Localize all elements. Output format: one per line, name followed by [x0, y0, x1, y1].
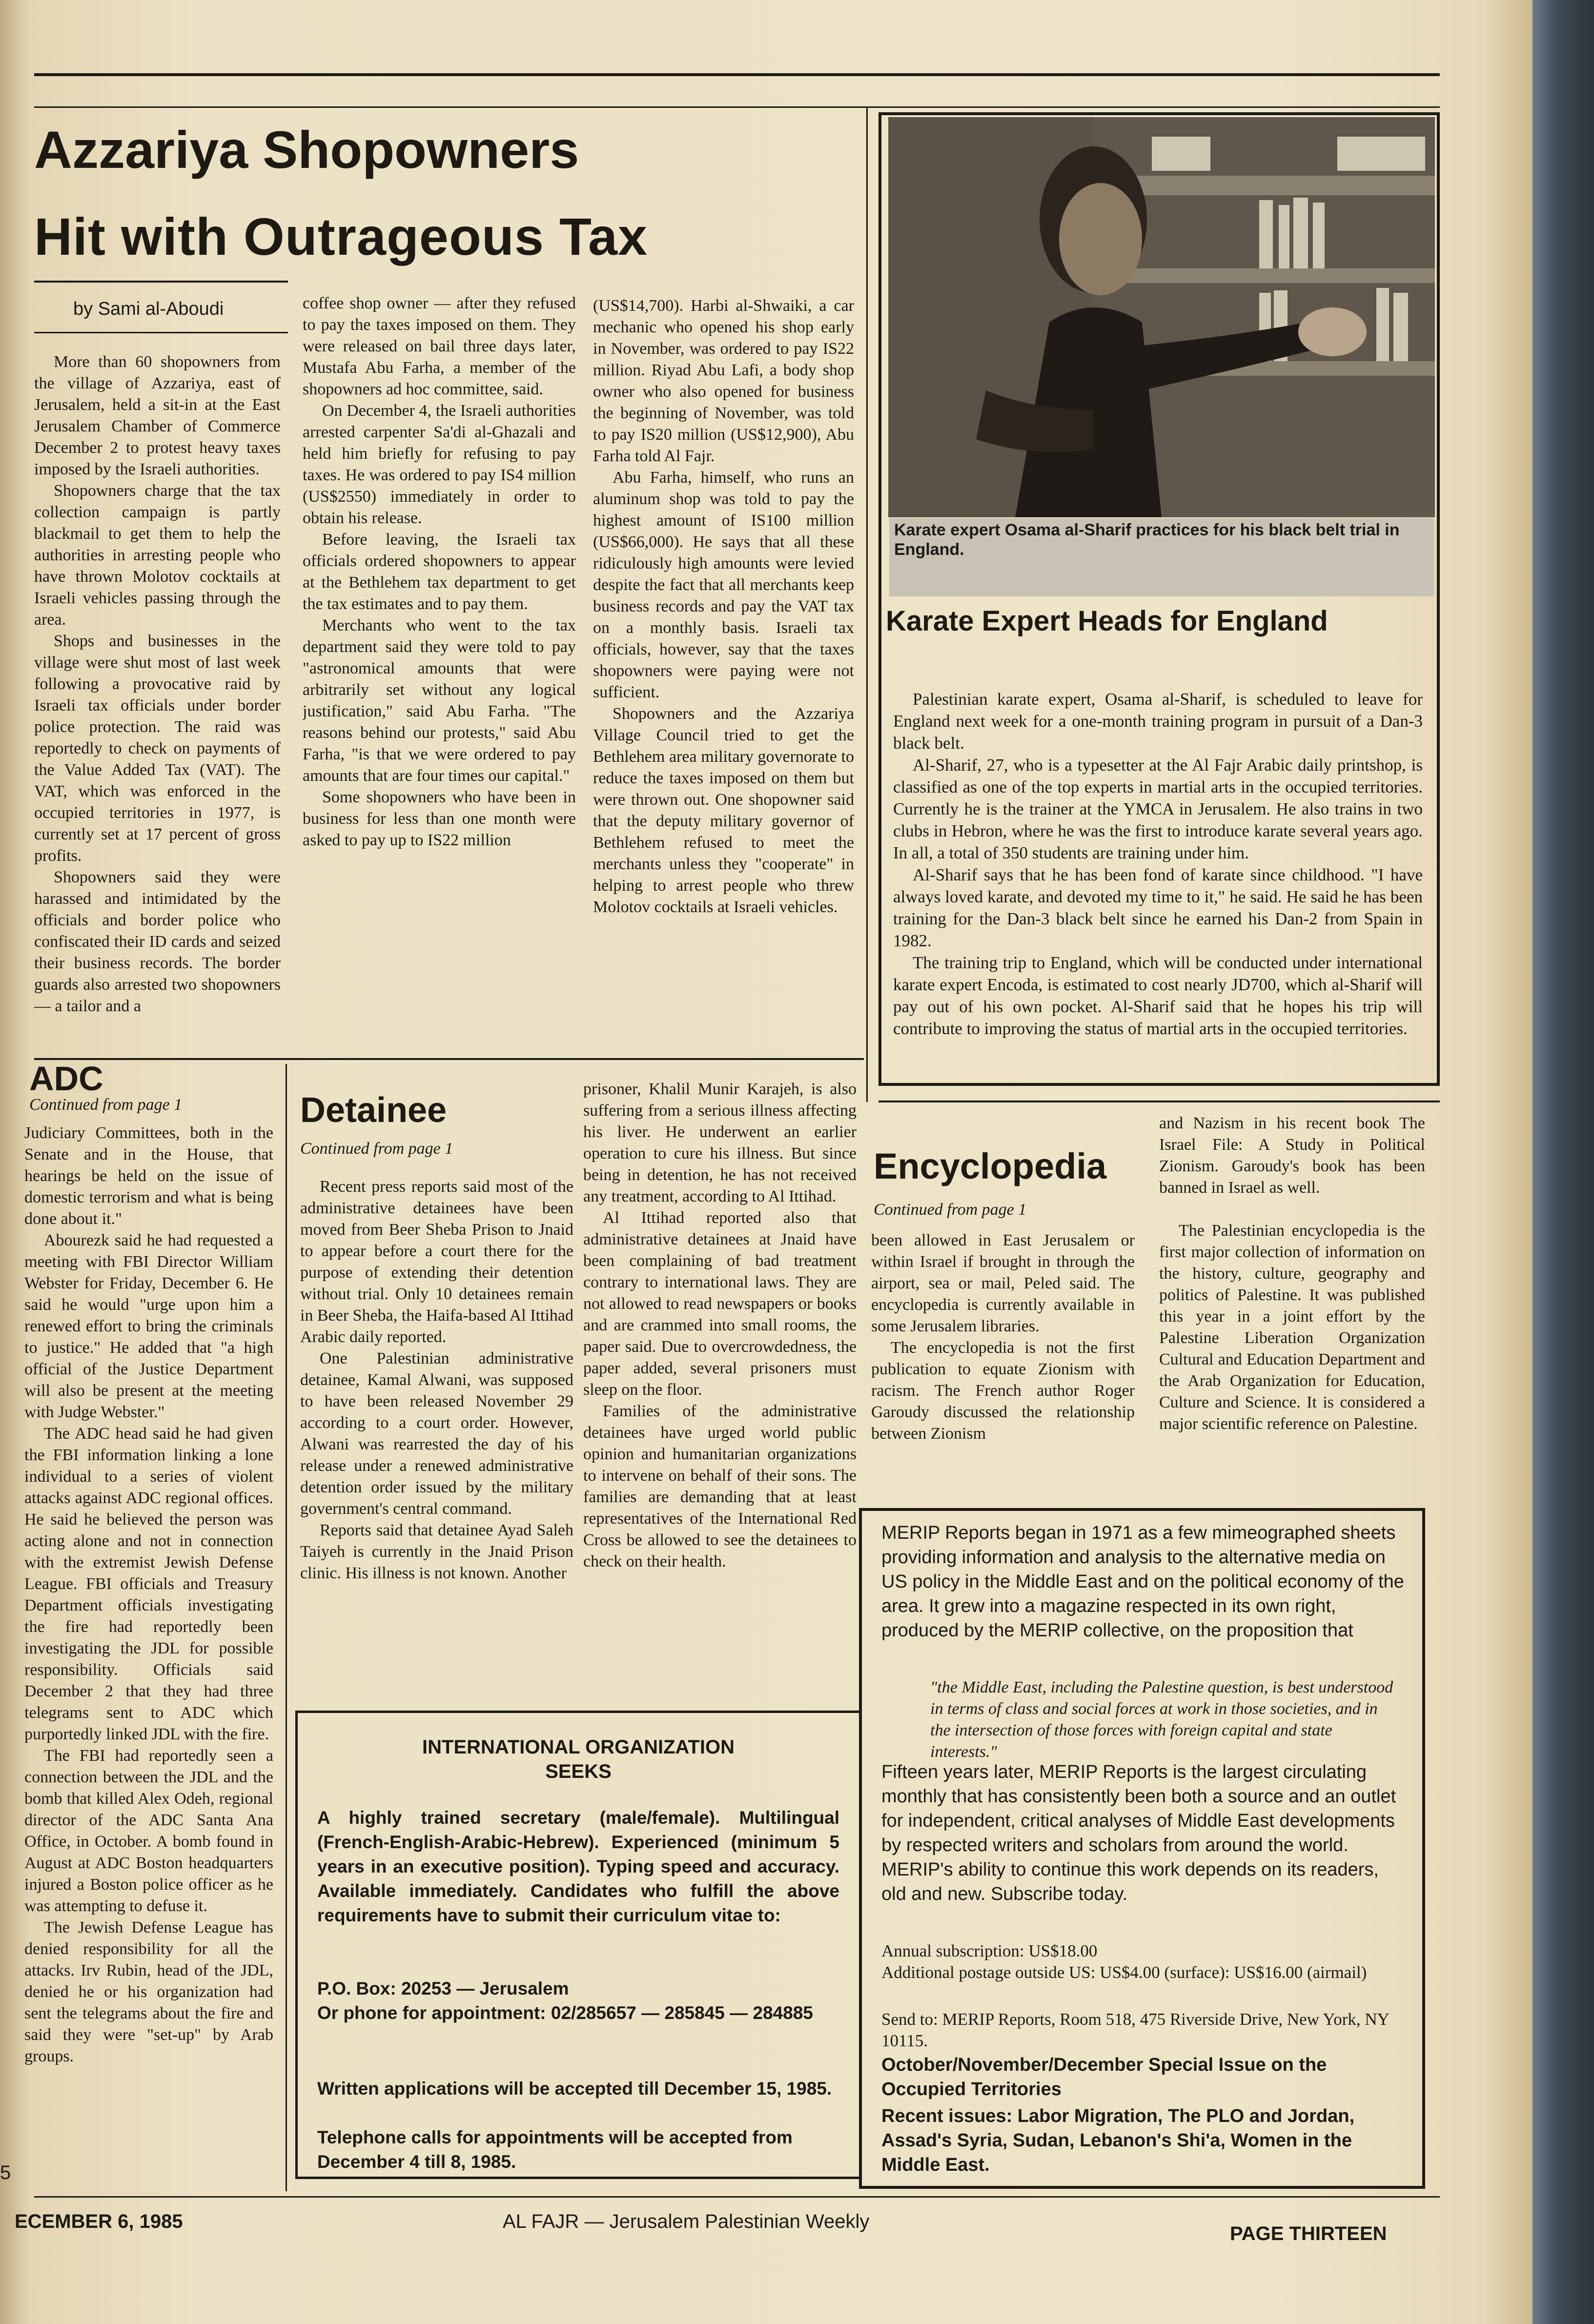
detainee-paragraph: One Palestinian administrative detainee, Kamal Alwani, was supposed to have been released November 29 according to a court order. However, Alwani was rearrested the day of his release under a renewed administrative detention order issued by the military government's central command. — [300, 1349, 573, 1518]
encyclopedia-continued: Continued from page 1 — [874, 1201, 1027, 1219]
classified-title-line2: SEEKS — [545, 1761, 612, 1782]
detainee-col2 — [583, 1079, 857, 1708]
detainee-paragraph: Families of the administrative detainees have urged world public opinion and humanitarian organizations to intervene on behalf of their sons. The families are demanding that at least representatives of the International Red Cross be allowed to see the detainees to check on their health. — [583, 1402, 857, 1570]
encyclopedia-col1 — [871, 1230, 1135, 1488]
detainee-continued: Continued from page 1 — [300, 1140, 453, 1158]
byline: by Sami al-Aboudi — [73, 299, 224, 319]
main-story-paragraph: Shopowners and the Azzariya Village Council tried to get the Bethlehem area military governorate to reduce the taxes imposed on them but were thrown out. One shopowner said that the deputy military governor of Bethlehem refused to meet the merchants unless they "cooperate" in helping to arrest people who threw Molotov cocktails at Israeli vehicles. — [593, 705, 854, 916]
adc-paragraph: Abourezk said he had requested a meeting with FBI Director William Webster for Friday, December 6. He said he would "urge upon him a renewed effort to bring the criminals to justice." He added that "a high official of the Justice Department will also be present at the meeting with Judge Webster." — [24, 1231, 273, 1421]
encyclopedia-paragraph: The Palestinian encyclopedia is the first major collection of information on the history, culture, geography and politics of Palestine. It was published this year in a joint effort by the Palestine Liberation Organization Cultural and Education Department and the Arab Organization for Education, Culture and Science. It is considered a major scientific reference on Palestine. — [1159, 1222, 1425, 1433]
column-rule — [866, 106, 868, 1102]
detainee-headline: Detainee — [300, 1091, 447, 1130]
main-story-paragraph: Merchants who went to the tax department said they were told to pay "astronomical amounts that were arbitrarily set without any logical justification," said Abu Farha. "The reasons behind our protests," said Abu Farha, "is that we were ordered to pay amounts that are four times our capital." — [303, 616, 576, 785]
merip-mid: Fifteen years later, MERIP Reports is the largest circulating monthly that has consistently been both a source and an outlet for independent, critical analyses of Middle East developments by respected writers and scholars from around the world. MERIP's ability to continue this work depends on its readers, old and new. Subscribe today. — [881, 1762, 1396, 1904]
main-story-paragraph: On December 4, the Israeli authorities arrested carpenter Sa'di al-Ghazali and held him briefly for refusing to pay taxes. He was ordered to pay IS4 million (US$2550) immediately in order to obtain his release. — [303, 402, 576, 527]
classified-ad-box — [295, 1711, 861, 2179]
main-story-paragraph: Shopowners said they were harassed and intimidated by the officials and border police who confiscated their ID cards and seized their business records. The border guards also arrested two shopowners — a tailor and a — [34, 868, 281, 1015]
footer-date: ECEMBER 6, 1985 — [15, 2211, 183, 2232]
detainee-paragraph: Al Ittihad reported also that administrative detainees at Jnaid have been complaining of bad treatment contrary to international laws. They are not allowed to read newspapers or books and are crammed into small rooms, the paper said. Due to overcrowdedness, the paper added, several prisoners must sleep on the floor. — [583, 1209, 857, 1399]
main-story-paragraph: Abu Farha, himself, who runs an aluminum shop was told to pay the highest amount of IS100 million (US$66,000). He says that all these ridiculously high amounts were levied despite the fact that all merchants keep business records and pay the VAT tax on a monthly basis. Israeli tax officials, however, say that the taxes shopowners were paying were not sufficient. — [593, 469, 854, 701]
detainee-paragraph: Reports said that detainee Ayad Saleh Taiyeh is currently in the Jnaid Prison clinic. His illness is not known. Another — [300, 1521, 573, 1582]
adc-body — [24, 1122, 273, 2191]
main-story-paragraph: Before leaving, the Israeli tax officials ordered shopowners to appear at the Bethlehem tax department to get the tax estimates and to pay them. — [303, 530, 576, 613]
merip-postage: Additional postage outside US: US$4.00 (surface): US$16.00 (airmail) — [881, 1963, 1367, 1982]
encyclopedia-col2-top: and Nazism in his recent book The Israel File: A Study in Political Zionism. Garoudy's book has been banned in Israel as well. — [1159, 1114, 1425, 1197]
margin-number: 5 — [0, 2162, 11, 2183]
classified-address: P.O. Box: 20253 — Jerusalem — [317, 1978, 569, 1998]
main-story-paragraph: Shopowners charge that the tax collection campaign is partly blackmail to get them to help the authorities in arresting people who have thrown Molotov cocktails at Israeli vehicles passing through the area. — [34, 482, 281, 629]
footer-rule — [34, 2196, 1440, 2198]
binder-edge — [1533, 0, 1594, 2324]
karate-paragraph: Al-Sharif says that he has been fond of karate since childhood. "I have always loved karate, and devoted my time to it," he said. He said he has been training for the Dan-3 black belt since he earned his Dan-2 from Spain in 1982. — [893, 865, 1423, 950]
main-story-col3 — [593, 295, 854, 1049]
merip-quote: "the Middle East, including the Palestine question, is best understood in terms of class and social forces at work in those societies, and in the intersection of those forces with foreign capital and state interests." — [930, 1678, 1393, 1761]
karate-headline: Karate Expert Heads for England — [886, 605, 1328, 637]
encyclopedia-paragraph: The encyclopedia is not the first publication to equate Zionism with racism. The French author Roger Garoudy discussed the relationship between Zionism — [871, 1339, 1135, 1443]
main-story-paragraph: Some shopowners who have been in business for less than one month were asked to pay up to IS22 million — [303, 788, 576, 849]
main-story-paragraph: coffee shop owner — after they refused to pay the taxes imposed on them. They were released on bail three days later, Mustafa Abu Farha, a member of the shopowners ad hoc committee, said. — [303, 294, 576, 398]
top-rule — [34, 73, 1440, 76]
classified-title-line1: INTERNATIONAL ORGANIZATION — [422, 1736, 735, 1758]
merip-annual: Annual subscription: US$18.00 — [881, 1941, 1098, 1960]
footer-page: PAGE THIRTEEN — [1230, 2223, 1387, 2244]
encyclopedia-col2 — [1159, 1220, 1425, 1488]
adc-paragraph: The ADC head said he had given the FBI information linking a lone individual to a series of violent attacks against ADC regional offices. He said he believed the person was acting alone and not in connection with the extremist Jewish Defense League. FBI officials and Treasury Department officials investigating the fire had reportedly been investigating the JDL for possible responsibility. Officials said December 2 that they had three telegrams sent to ADC which purportedly linked JDL with the fire. — [24, 1425, 273, 1743]
main-story-paragraph: (US$14,700). Harbi al-Shwaiki, a car mechanic who opened his shop early in November, was ordered to pay IS22 million. Riyad Abu Lafi, a body shop owner who also opened for business the beginning of November, was told to pay IS20 million (US$12,900), Abu Farha told Al Fajr. — [593, 297, 854, 465]
adc-headline: ADC — [29, 1060, 103, 1098]
adc-paragraph: The FBI had reportedly seen a connection between the JDL and the bomb that killed Alex Odeh, regional director of the ADC Santa Ana Office, in October. A bomb found in August at ADC Boston headquarters injured a Boston police officer as he was attempting to defuse it. — [24, 1747, 273, 1915]
byline-rule — [34, 281, 288, 283]
encyclopedia-paragraph: been allowed in East Jerusalem or within Israel if brought in through the airport, sea or mail, Peled said. The encyclopedia is currently available in some Jerusalem libraries. — [871, 1231, 1135, 1335]
main-story-col1 — [34, 351, 281, 1044]
main-story-col2 — [303, 293, 576, 1044]
footer-paper: AL FAJR — Jerusalem Palestinian Weekly — [503, 2211, 870, 2232]
karate-paragraph: Al-Sharif, 27, who is a typesetter at the Al Fajr Arabic daily printshop, is classified as one of the top experts in martial arts in the occupied territories. Currently he is the trainer at the YMCA in Jerusalem. He also trains in two clubs in Hebron, where he was the first to introduce karate several years ago. In all, a total of 350 students are training under him. — [893, 755, 1423, 862]
merip-recent: Recent issues: Labor Migration, The PLO and Jordan, Assad's Syria, Sudan, Lebanon's Shi'a, Women in the Middle East. — [881, 2106, 1355, 2175]
merip-special: October/November/December Special Issue on the Occupied Territories — [881, 2055, 1327, 2100]
detainee-paragraph: Recent press reports said most of the administrative detainees have been moved from Beer Sheba Prison to Jnaid to appear before a court there for the purpose of extending their detention without trial. Only 10 detainees remain in Beer Sheba, the Haifa-based Al Ittihad Arabic daily reported. — [300, 1178, 573, 1346]
mid-rule-right — [879, 1101, 1440, 1102]
detainee-col1 — [300, 1176, 573, 1701]
classified-deadline: Written applications will be accepted till December 15, 1985. — [317, 2079, 832, 2099]
encyclopedia-headline: Encyclopedia — [874, 1146, 1107, 1186]
main-headline-line1: Azzariya Shopowners — [34, 120, 579, 179]
karate-box-border — [879, 112, 1440, 1086]
main-story-paragraph: Shops and businesses in the village were shut most of last week following a provocative raid by Israeli tax officials under border police protection. The raid was reportedly to check on payments of the Value Added Tax (VAT). The VAT, which was enforced in the occupied territories in 1977, is currently set at 17 percent of gross profits. — [34, 632, 281, 865]
detainee-paragraph: prisoner, Khalil Munir Karajeh, is also suffering from a serious illness affecting his liver. He underwent an earlier operation to cure his illness. But since being in detention, he has not received any treatment, according to Al Ittihad. — [583, 1080, 857, 1205]
karate-paragraph: The training trip to England, which will be conducted under international karate expert Encoda, is estimated to cost nearly JD700, which al-Sharif will pay out of his own pocket. Al-Sharif said that he hopes his trip will contribute to improving the status of martial arts in the occupied territories. — [893, 953, 1423, 1038]
classified-body: A highly trained secretary (male/female). Multilingual (French-English-Arabic-Hebrew). Experienced (minimum 5 years in an executive position). Typing speed and accuracy. Available immediately. Candidates who fulfill the above requirements have to submit their curriculum vitae to: — [317, 1808, 839, 1925]
classified-calls: Telephone calls for appointments will be accepted from December 4 till 8, 1985. — [317, 2127, 793, 2172]
main-story-paragraph: More than 60 shopowners from the village of Azzariya, east of Jerusalem, held a sit-in at the East Jerusalem Chamber of Commerce December 2 to protest heavy taxes imposed by the Israeli authorities. — [34, 353, 281, 478]
merip-sendto: Send to: MERIP Reports, Room 518, 475 Riverside Drive, New York, NY 10115. — [881, 2010, 1389, 2050]
karate-caption: Karate expert Osama al-Sharif practices for his black belt trial in England. — [889, 518, 1434, 596]
adc-paragraph: The Jewish Defense League has denied responsibility for all the attacks. Irv Rubin, head of the JDL, denied he or his organization had sent the telegrams about the fire and said they were "set-up" by Arab groups. — [24, 1918, 273, 2065]
adc-paragraph: Judiciary Committees, both in the Senate and in the House, that hearings be held on the issue of domestic terrorism and what is being done about it." — [24, 1124, 273, 1228]
merip-intro: MERIP Reports began in 1971 as a few mimeographed sheets providing information and analysis to the alternative media on US policy in the Middle East and on the political economy of the area. It grew into a magazine respected in its own right, produced by the MERIP collective, on the proposition that — [881, 1523, 1404, 1641]
main-headline-line2: Hit with Outrageous Tax — [34, 207, 648, 266]
merip-ad-box — [859, 1508, 1425, 2189]
top-rule-thin — [34, 106, 1440, 108]
adc-continued: Continued from page 1 — [29, 1096, 183, 1114]
mid-rule-left — [34, 1058, 864, 1060]
adc-column-rule — [286, 1064, 287, 2191]
byline-rule-bottom — [34, 332, 288, 333]
karate-paragraph: Palestinian karate expert, Osama al-Sharif, is scheduled to leave for England next week for a one-month training program in pursuit of a Dan-3 black belt. — [893, 690, 1423, 753]
classified-phone: Or phone for appointment: 02/285657 — 285845 — 284885 — [317, 2003, 813, 2023]
